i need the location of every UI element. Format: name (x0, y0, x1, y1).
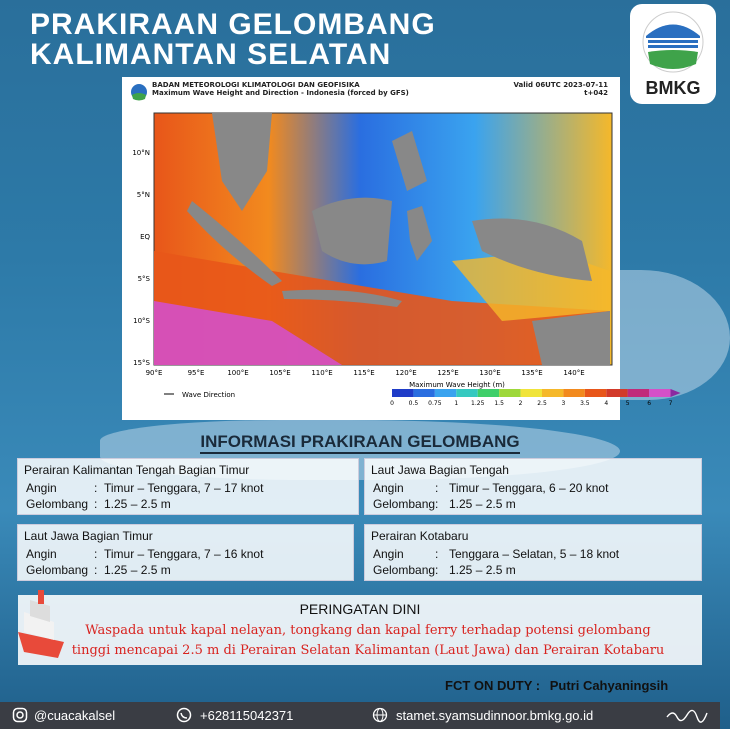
phone-number[interactable]: +628115042371 (200, 708, 294, 723)
area-card (364, 458, 702, 515)
area-name: Perairan Kalimantan Tengah Bagian Timur (24, 463, 250, 477)
colorbar-swatch (478, 389, 499, 397)
gelombang-label: Gelombang (373, 563, 436, 577)
lat-label: 15°S (133, 359, 150, 367)
colorbar-swatch (585, 389, 606, 397)
area-name: Perairan Kotabaru (371, 529, 469, 543)
globe-icon (372, 707, 388, 723)
ship-icon (14, 582, 74, 662)
colorbar-swatch (649, 389, 670, 397)
warning-text: Waspada untuk kapal nelayan, tongkang dan kapal ferry terhadap potensi gelombang tinggi mencapai 2.5 m di Perairan Selatan Kalimantan (Laut Jawa) dan Perairan Kotabaru (71, 623, 665, 658)
footer (0, 702, 720, 729)
wave-direction-label: Wave Direction (182, 391, 236, 399)
lat-label: 10°N (132, 149, 150, 157)
lon-label: 135°E (521, 369, 543, 377)
divider (200, 452, 520, 454)
lon-label: 120°E (395, 369, 417, 377)
gelombang-value: 1.25 – 2.5 m (449, 497, 516, 511)
area-card (364, 524, 702, 581)
instagram-icon (12, 707, 28, 723)
bmkg-logo-icon (638, 8, 708, 76)
area-card (17, 458, 359, 515)
colorbar-tick: 2.5 (537, 400, 547, 407)
colorbar-tick: 4 (604, 400, 609, 407)
info-title: INFORMASI PRAKIRAAN GELOMBANG (200, 432, 520, 451)
colorbar-swatch (628, 389, 649, 397)
colorbar-swatch (542, 389, 563, 397)
area-name: Laut Jawa Bagian Tengah (371, 463, 509, 477)
gelombang-value: 1.25 – 2.5 m (449, 563, 516, 577)
lon-label: 110°E (311, 369, 333, 377)
whatsapp-icon (176, 707, 192, 723)
colorbar-swatch (521, 389, 542, 397)
colon: : (435, 547, 439, 561)
website-link[interactable]: stamet.syamsudinnoor.bmkg.go.id (396, 708, 594, 723)
colorbar-tick: 2 (518, 400, 523, 407)
map-valid: Valid 06UTC 2023-07-11 t+042 (513, 81, 608, 97)
lat-label: 5°S (137, 275, 150, 283)
colorbar-tick: 6 (647, 400, 652, 407)
gelombang-label: Gelombang (373, 497, 436, 511)
colon: : (94, 547, 98, 561)
signature-logo (665, 707, 709, 723)
warning-title: PERINGATAN DINI (299, 601, 421, 617)
angin-value: Timur – Tenggara, 7 – 16 knot (104, 547, 264, 561)
colorbar-swatch (435, 389, 456, 397)
duty-line: FCT ON DUTY : Putri Cahyaningsih (445, 678, 669, 693)
map-header: BADAN METEOROLOGI KLIMATOLOGI DAN GEOFISIKA Maximum Wave Height and Direction - Indonesia (forced by GFS) (152, 81, 409, 97)
colorbar-tick: 7 (668, 400, 673, 407)
colorbar-swatch (563, 389, 584, 397)
lat-label: EQ (140, 233, 150, 241)
lon-label: 130°E (479, 369, 501, 377)
gelombang-value: 1.25 – 2.5 m (104, 563, 171, 577)
lat-label: 5°N (136, 191, 150, 199)
colon: : (94, 497, 98, 511)
angin-label: Angin (373, 547, 404, 561)
angin-label: Angin (26, 481, 57, 495)
colorbar-tick: 1.5 (494, 400, 504, 407)
lat-label: 10°S (133, 317, 150, 325)
area-name: Laut Jawa Bagian Timur (24, 529, 153, 543)
map-plot (132, 111, 673, 411)
lon-label: 105°E (269, 369, 291, 377)
colon: : (94, 481, 98, 495)
angin-label: Angin (373, 481, 404, 495)
colorbar-tick: 3 (561, 400, 566, 407)
lon-label: 140°E (563, 369, 585, 377)
lon-label: 115°E (353, 369, 375, 377)
lon-label: 100°E (227, 369, 249, 377)
colorbar-tick: 1 (454, 400, 459, 407)
angin-value: Timur – Tenggara, 7 – 17 knot (104, 481, 264, 495)
colorbar-tick: 0.75 (428, 400, 442, 407)
instagram-handle[interactable]: @cuacakalsel (34, 708, 116, 723)
gelombang-label: Gelombang (26, 563, 89, 577)
lon-label: 125°E (437, 369, 459, 377)
angin-label: Angin (26, 547, 57, 561)
colorbar-tick: 1.25 (471, 400, 485, 407)
gelombang-label: Gelombang (26, 497, 89, 511)
warning-box (18, 595, 702, 665)
colorbar-swatch (413, 389, 434, 397)
gelombang-value: 1.25 – 2.5 m (104, 497, 171, 511)
colon: : (435, 481, 439, 495)
angin-value: Timur – Tenggara, 6 – 20 knot (449, 481, 609, 495)
area-card (17, 524, 354, 581)
colorbar-tick: 0 (390, 400, 394, 407)
bmkg-small-logo-icon (130, 83, 148, 105)
colorbar-tick: 3.5 (580, 400, 590, 407)
colorbar-tick: 5 (625, 400, 630, 407)
lon-label: 95°E (187, 369, 205, 377)
colorbar-swatch (456, 389, 477, 397)
colorbar-swatch (392, 389, 413, 397)
page-title: PRAKIRAAN GELOMBANG KALIMANTAN SELATAN (30, 8, 436, 71)
lon-label: 90°E (145, 369, 163, 377)
colorbar-swatch (606, 389, 627, 397)
colorbar-tick: 0.5 (408, 400, 419, 407)
colon: : (94, 563, 98, 577)
logo-text: BMKG (645, 78, 701, 98)
bmkg-logo (630, 4, 716, 104)
colorbar-swatch (499, 389, 520, 397)
colon: : (435, 563, 439, 577)
angin-value: Tenggara – Selatan, 5 – 18 knot (449, 547, 620, 561)
colorbar-title: Maximum Wave Height (m) (409, 381, 505, 389)
colon: : (435, 497, 439, 511)
